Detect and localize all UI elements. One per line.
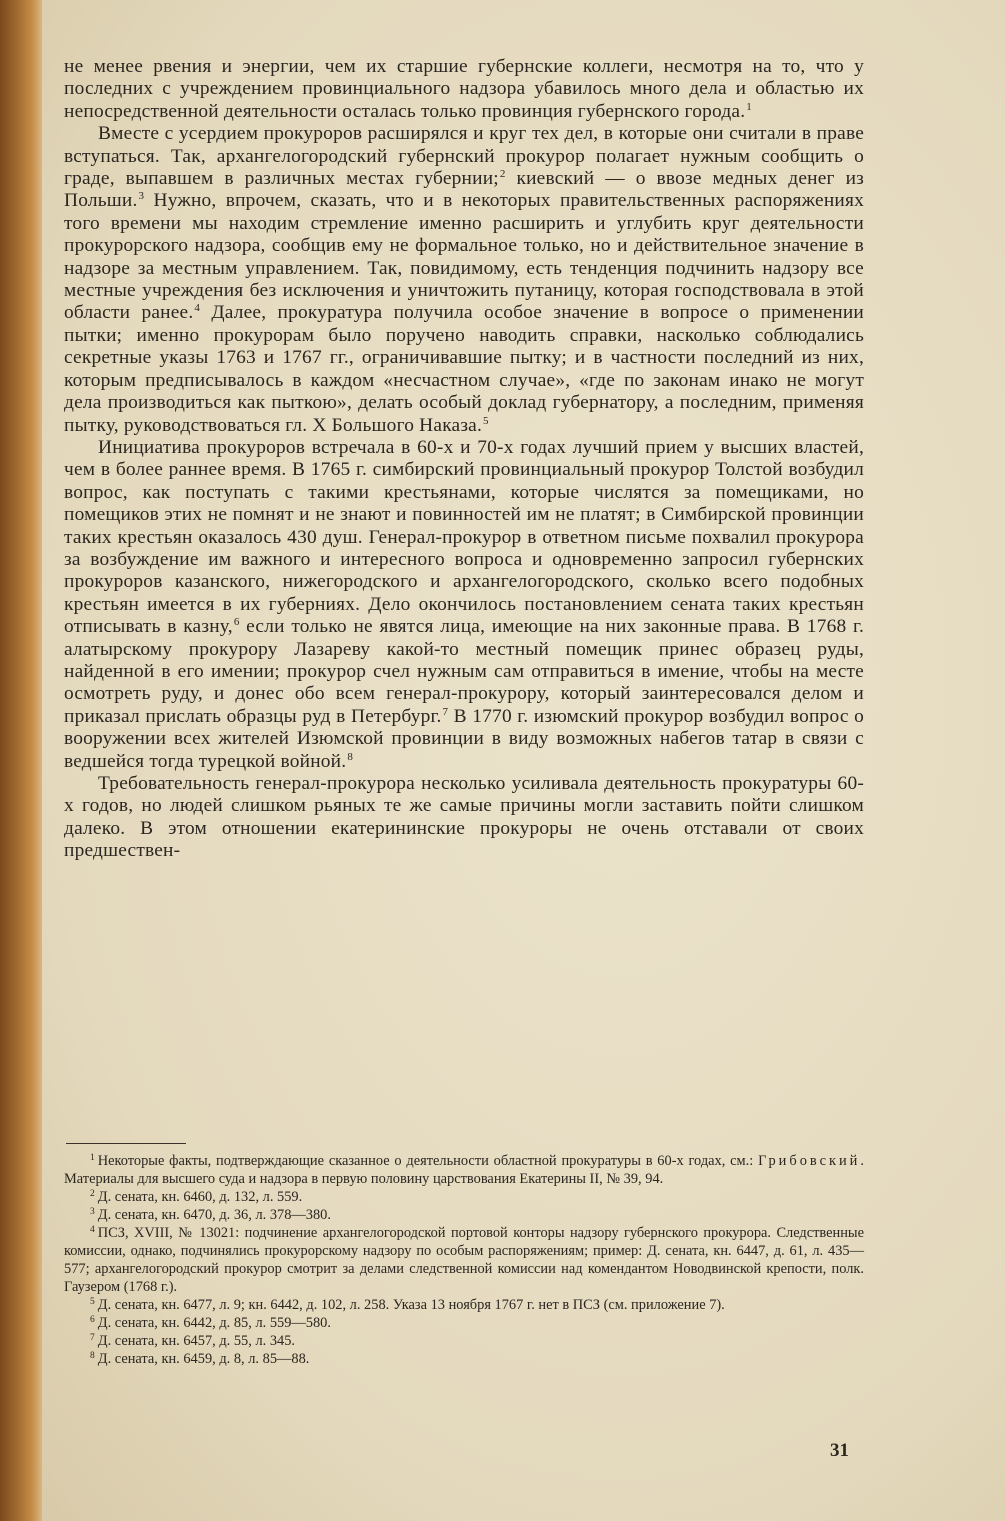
footnote-divider	[66, 1143, 186, 1144]
book-spine	[0, 0, 42, 1521]
footnote-ref-2[interactable]: 2	[499, 168, 506, 181]
footnote-4: $^4$ ПСЗ, XVIII, № 13021: подчинение архангелогородской портовой конторы надзору губернского прокурора. Следственные комиссии, однако, подчинялись прокурорскому надзору по особым распоряжениям; пример: Д. сената, кн. 6447, д. 61, л. 435—577; архангелогородский прокурор смотрит за делами следственной комиссии над комендантом Новодвинской крепости, полк. Гаузером (1768 г.).	[64, 1225, 864, 1295]
footnote-author: Грибовский	[758, 1153, 861, 1169]
main-text	[64, 56, 864, 863]
footnote-8: $^8$ Д. сената, кн. 6459, д. 8, л. 85—88.	[90, 1351, 310, 1367]
footnote-5: $^5$ Д. сената, кн. 6477, л. 9; кн. 6442, д. 102, л. 258. Указа 13 ноября 1767 г. нет в ПСЗ (см. приложение 7).	[90, 1297, 725, 1313]
footnote-ref-6[interactable]: 6	[233, 616, 240, 629]
paragraph-4: Требовательность генерал-прокурора несколько усиливала деятельность прокуратуры 60-х годов, но людей слишком рьяных те же самые причины могли заставить пойти слишком далеко. В этом отношении екатерининские прокуроры не очень отставали от своих предшествен-	[64, 773, 864, 862]
footnotes	[64, 1152, 864, 1368]
footnote-ref-4[interactable]: 4	[194, 302, 201, 315]
page-number: 31	[830, 1440, 849, 1461]
footnote-1: $^1$ Некоторые факты, подтверждающие сказанное о деятельности областной прокуратуры в 60-х годах, см.: Грибовский. Материалы для высшего суда и надзора в первую половину царствования Екатерины II, № 39, 94.	[64, 1153, 864, 1187]
footnote-ref-5[interactable]: 5	[483, 414, 489, 427]
footnote-ref-3[interactable]: 3	[138, 190, 145, 203]
paragraph-2: Вместе с усердием прокуроров расширялся и круг тех дел, в которые они считали в праве вступаться. Так, архангелогородский губернский прокурор полагает нужным сообщить о граде, выпавшем в различных местах губернии;$^2$ киевский — о ввозе медных денег из Польши.$^3$ Нужно, впрочем, сказать, что и в некоторых правительственных распоряжениях того времени мы находим стремление именно расширить и углубить круг деятельности прокурорского надзора, сообщив ему не формальное только, но и действительное значение в надзоре за местным управлением. Так, повидимому, есть тенденция подчинить надзору все местные учреждения без исключения и уничтожить путаницу, которая господствовала в этой области ранее.$^4$ Далее, прокуратура получила особое значение в вопросе о применении пытки; именно прокурорам было поручено наводить справки, насколько соблюдались секретные указы 1763 и 1767 гг., ограничивавшие пытку; и в частности последний из них, которым предписывалось в каждом «несчастном случае», «где по законам инако не могут дела производиться как пыткою», делать особый доклад губернатору, а последним, применяя пытку, руководствоваться гл. X Большого Наказа.$^5$	[64, 123, 865, 436]
footnote-7: $^7$ Д. сената, кн. 6457, д. 55, л. 345.	[90, 1333, 296, 1349]
paragraph-1: не менее рвения и энергии, чем их старшие губернские коллеги, несмотря на то, что у последних с учреждением провинциального надзора убавилось много дела и областью их непосредственной деятельности осталась только провинция губернского города.$^1$	[64, 56, 864, 122]
footnote-2: $^2$ Д. сената, кн. 6460, д. 132, л. 559.	[90, 1189, 303, 1205]
footnote-6: $^6$ Д. сената, кн. 6442, д. 85, л. 559—580.	[90, 1315, 331, 1331]
footnote-ref-8[interactable]: 8	[347, 750, 354, 763]
footnote-3: $^3$ Д. сената, кн. 6470, д. 36, л. 378—380.	[90, 1207, 331, 1223]
paragraph-3: Инициатива прокуроров встречала в 60-х и 70-х годах лучший прием у высших властей, чем в более раннее время. В 1765 г. симбирский провинциальный прокурор Толстой возбудил вопрос, как поступать с такими крестьянами, которые числятся за помещиками, но помещиков этих не помнят и не знают и повинностей им не платят; в Симбирской провинции таких крестьян оказалось 430 душ. Генерал-прокурор в ответном письме похвалил прокурора за возбуждение им важного и интересного вопроса и одновременно запросил губернских прокуроров казанского, нижегородского и архангелогородского, сколько всего подобных крестьян имеется в их губерниях. Дело окончилось постановлением сената таких крестьян отписывать в казну,$^6$ если только не явятся лица, имеющие на них законные права. В 1768 г. алатырскому прокурору Лазареву какой-то местный помещик принес образец руды, найденной в его имении; прокурор счел нужным сам отправиться в имение, чтобы на месте осмотреть руду, и донес обо всем генерал-прокурору, который заинтересовался делом и приказал прислать образцы руд в Петербург.$^7$ В 1770 г. изюмский прокурор возбудил вопрос о вооружении всех жителей Изюмской провинции в виду возможных набегов татар в связи с ведшейся тогда турецкой войной.$^8$	[64, 436, 864, 772]
footnote-ref-1[interactable]: 1	[746, 100, 752, 113]
footnote-ref-7[interactable]: 7	[442, 705, 449, 718]
